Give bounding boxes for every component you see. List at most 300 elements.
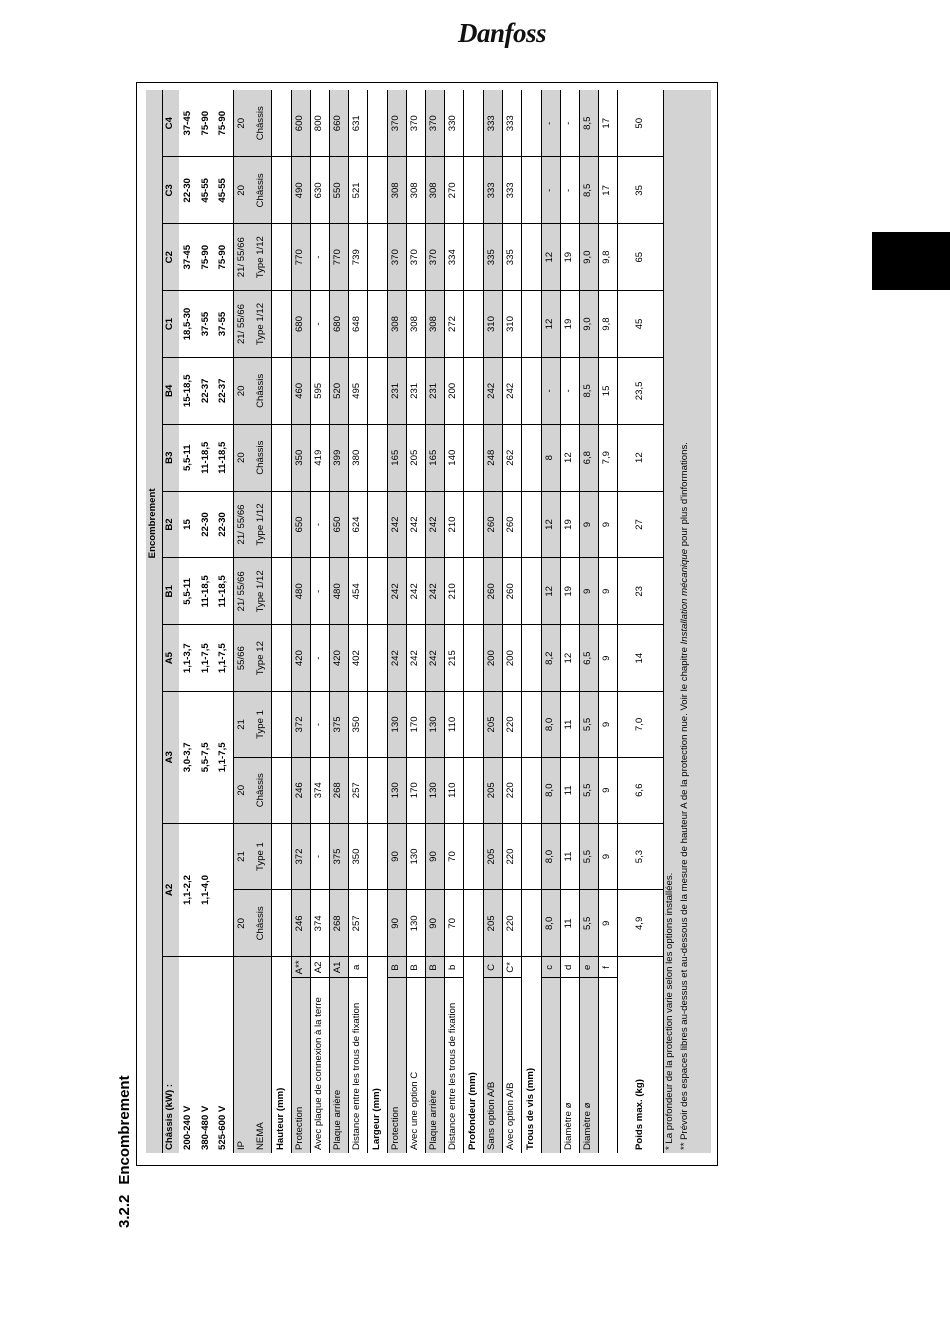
cell-value: 268: [329, 890, 348, 957]
weight-value: 23: [617, 558, 663, 625]
group-header: Encombrement: [146, 90, 162, 957]
nema-value: Châssis: [252, 890, 271, 957]
voltage-row: [197, 90, 215, 1153]
cell-value: -: [310, 491, 329, 558]
cell-value: 310: [483, 291, 502, 358]
cell-value: 242: [425, 491, 444, 558]
chassis-c3: C3: [162, 157, 179, 224]
voltage-value: 37-55: [197, 291, 215, 358]
voltage-value: 11-18,5: [215, 424, 233, 491]
row-symbol: B: [387, 957, 406, 978]
section-title-row: [367, 90, 387, 1153]
cell-value: 600: [291, 90, 310, 157]
cell-value: 6,5: [579, 625, 598, 692]
row-symbol: C: [483, 957, 502, 978]
cell-value: 242: [387, 625, 406, 692]
voltage-value: 1,1-3,7: [179, 625, 197, 692]
cell-value: 70: [444, 823, 463, 890]
cell-value: 12: [541, 558, 560, 625]
row-symbol: f: [598, 957, 617, 978]
cell-value: 5,5: [579, 692, 598, 758]
cell-value: 205: [483, 757, 502, 823]
cell-value: 242: [387, 558, 406, 625]
cell-value: 242: [502, 357, 521, 424]
cell-value: 215: [444, 625, 463, 692]
empty-cell: [367, 558, 387, 625]
empty-cell: [271, 558, 291, 625]
empty-cell: [463, 757, 483, 823]
cell-value: 200: [444, 357, 463, 424]
weight-value: 12: [617, 424, 663, 491]
empty-cell: [271, 157, 291, 224]
voltage-value: 1,1-2,2: [179, 823, 197, 957]
empty-cell: [521, 692, 541, 758]
voltage-value: 22-37: [197, 357, 215, 424]
voltage-value: 18,5-30: [179, 291, 197, 358]
empty-cell: [271, 890, 291, 957]
cell-value: 9: [598, 625, 617, 692]
cell-value: 680: [329, 291, 348, 358]
cell-value: 262: [502, 424, 521, 491]
ip-value: 21/ 55/66: [233, 224, 252, 291]
cell-value: 165: [425, 424, 444, 491]
empty-cell: [367, 357, 387, 424]
cell-value: 8,5: [579, 157, 598, 224]
section-number: 3.2.2: [116, 1194, 133, 1228]
section-title: Encombrement: [116, 1075, 133, 1185]
empty-cell: [463, 357, 483, 424]
voltage-value: 37-55: [215, 291, 233, 358]
voltage-value: 1,1-4,0: [197, 823, 215, 957]
cell-value: 333: [483, 90, 502, 157]
empty-cell: [271, 625, 291, 692]
cell-value: 308: [425, 157, 444, 224]
cell-value: 370: [387, 90, 406, 157]
data-row: [310, 90, 329, 1153]
cell-value: 372: [291, 823, 310, 890]
empty-cell: [463, 224, 483, 291]
empty-cell: [463, 823, 483, 890]
chassis-c4: C4: [162, 90, 179, 157]
voltage-value: 11-18,5: [215, 558, 233, 625]
cell-value: 19: [560, 291, 579, 358]
voltage-value: 22-30: [215, 491, 233, 558]
cell-value: 9: [598, 823, 617, 890]
voltage-value: 11-18,5: [197, 424, 215, 491]
empty-cell: [271, 291, 291, 358]
nema-value: Type 12: [252, 625, 271, 692]
row-label: [598, 978, 617, 1153]
cell-value: 454: [348, 558, 367, 625]
voltage-value: 15-18,5: [179, 357, 197, 424]
ip-value: 55/66: [233, 625, 252, 692]
chapter-tab: [872, 232, 950, 290]
cell-value: 370: [406, 90, 425, 157]
cell-value: 12: [560, 424, 579, 491]
cell-value: 12: [560, 625, 579, 692]
cell-value: -: [310, 224, 329, 291]
data-row: [387, 90, 406, 1153]
ip-value: 21/ 55/66: [233, 558, 252, 625]
cell-value: 333: [502, 157, 521, 224]
voltage-value: [215, 823, 233, 957]
cell-value: 165: [387, 424, 406, 491]
cell-value: 660: [329, 90, 348, 157]
cell-value: 242: [425, 558, 444, 625]
cell-value: 624: [348, 491, 367, 558]
voltage-value: 75-90: [197, 90, 215, 157]
cell-value: 7,9: [598, 424, 617, 491]
empty-cell: [521, 291, 541, 358]
cell-value: 15: [598, 357, 617, 424]
cell-value: 260: [483, 558, 502, 625]
cell-value: 130: [425, 692, 444, 758]
cell-value: 12: [541, 224, 560, 291]
empty-cell: [271, 692, 291, 758]
cell-value: 19: [560, 491, 579, 558]
cell-value: 460: [291, 357, 310, 424]
cell-value: 595: [310, 357, 329, 424]
cell-value: -: [560, 357, 579, 424]
row-label: Protection: [387, 978, 406, 1153]
weight-value: 27: [617, 491, 663, 558]
cell-value: 257: [348, 890, 367, 957]
cell-value: 19: [560, 224, 579, 291]
empty-cell: [463, 157, 483, 224]
ip-value: 20: [233, 757, 252, 823]
cell-value: 231: [425, 357, 444, 424]
cell-value: 8,2: [541, 625, 560, 692]
section-title-row: [463, 90, 483, 1153]
nema-value: Châssis: [252, 424, 271, 491]
cell-value: 246: [291, 890, 310, 957]
voltage-value: 37-45: [179, 90, 197, 157]
cell-value: 242: [406, 558, 425, 625]
note-row: [663, 90, 677, 1153]
cell-value: 242: [406, 491, 425, 558]
empty-cell: [367, 224, 387, 291]
cell-value: 9: [598, 890, 617, 957]
cell-value: 370: [406, 224, 425, 291]
weight-value: 5,3: [617, 823, 663, 890]
cell-value: 374: [310, 890, 329, 957]
voltage-value: 45-55: [197, 157, 215, 224]
row-label: Diamètre ø: [579, 978, 598, 1153]
empty-cell: [271, 224, 291, 291]
empty-cell: [367, 625, 387, 692]
cell-value: 220: [502, 757, 521, 823]
ip-value: 21: [233, 692, 252, 758]
ip-value: 20: [233, 890, 252, 957]
cell-value: 650: [291, 491, 310, 558]
ip-row: [233, 90, 252, 1153]
empty-cell: [521, 757, 541, 823]
voltage-value: 75-90: [197, 224, 215, 291]
cell-value: 480: [329, 558, 348, 625]
nema-value: Châssis: [252, 757, 271, 823]
cell-value: 248: [483, 424, 502, 491]
empty-cell: [367, 291, 387, 358]
voltage-value: 3,0-3,7: [179, 692, 197, 824]
cell-value: 140: [444, 424, 463, 491]
cell-value: 9,8: [598, 291, 617, 358]
cell-value: 739: [348, 224, 367, 291]
ip-value: 20: [233, 157, 252, 224]
cell-value: 375: [329, 823, 348, 890]
cell-value: 370: [425, 90, 444, 157]
row-label: Plaque arrière: [425, 978, 444, 1153]
cell-value: 170: [406, 757, 425, 823]
footnote-2-text: ** Prévoir des espaces libres au-dessus et au-dessous de la mesure de hauteur A de la protection nue. Voir le chapitre: [678, 644, 690, 1150]
footnote-2-italic: Installation mécanique: [678, 548, 690, 645]
danfoss-logo: Danfoss: [458, 18, 547, 48]
cell-value: 260: [483, 491, 502, 558]
cell-value: 231: [406, 357, 425, 424]
cell-value: 5,5: [579, 757, 598, 823]
cell-value: 370: [387, 224, 406, 291]
empty-cell: [271, 757, 291, 823]
cell-value: -: [541, 90, 560, 157]
cell-value: 370: [425, 224, 444, 291]
cell-value: 334: [444, 224, 463, 291]
cell-value: 630: [310, 157, 329, 224]
cell-value: 12: [541, 291, 560, 358]
row-symbol: a: [348, 957, 367, 978]
empty-cell: [367, 823, 387, 890]
cell-value: 8: [541, 424, 560, 491]
cell-value: 770: [329, 224, 348, 291]
empty-cell: [463, 90, 483, 157]
chassis-c2: C2: [162, 224, 179, 291]
empty-cell: [367, 157, 387, 224]
weight-value: 45: [617, 291, 663, 358]
row-label: Protection: [291, 978, 310, 1153]
ip-value: 21/ 55/66: [233, 491, 252, 558]
cell-value: 9,0: [579, 224, 598, 291]
cell-value: 648: [348, 291, 367, 358]
data-row: [560, 90, 579, 1153]
cell-value: 402: [348, 625, 367, 692]
empty-cell: [463, 491, 483, 558]
cell-value: 350: [348, 692, 367, 758]
empty-cell: [367, 424, 387, 491]
voltage-value: 1,1-7,5: [215, 692, 233, 824]
section-title: Trous de vis (mm): [521, 957, 541, 1153]
row-symbol: c: [541, 957, 560, 978]
nema-value: Type 1/12: [252, 491, 271, 558]
voltage-value: 5,5-7,5: [197, 692, 215, 824]
cell-value: 200: [502, 625, 521, 692]
row-symbol: C*: [502, 957, 521, 978]
row-symbol: e: [579, 957, 598, 978]
cell-value: -: [310, 823, 329, 890]
cell-value: 110: [444, 757, 463, 823]
cell-value: 5,5: [579, 823, 598, 890]
row-label: Avec une option C: [406, 978, 425, 1153]
empty-cell: [367, 692, 387, 758]
data-row: [502, 90, 521, 1153]
data-row: [406, 90, 425, 1153]
empty-cell: [521, 424, 541, 491]
weight-value: 50: [617, 90, 663, 157]
weight-label: Poids max. (kg): [617, 957, 663, 1153]
chassis-b3: B3: [162, 424, 179, 491]
section-heading: [116, 1028, 138, 1228]
chassis-a5: A5: [162, 625, 179, 692]
ip-label: IP: [233, 957, 252, 1153]
cell-value: 11: [560, 692, 579, 758]
cell-value: 205: [483, 823, 502, 890]
cell-value: 9: [598, 757, 617, 823]
nema-value: Châssis: [252, 357, 271, 424]
data-row: [444, 90, 463, 1153]
chassis-a3: A3: [162, 692, 179, 824]
cell-value: 90: [425, 890, 444, 957]
note-padding: [693, 90, 711, 1153]
row-label: Avec plaque de connexion à la terre: [310, 978, 329, 1153]
cell-value: 333: [483, 157, 502, 224]
cell-value: 308: [387, 291, 406, 358]
cell-value: 11: [560, 823, 579, 890]
cell-value: 220: [502, 890, 521, 957]
voltage-row: [179, 90, 197, 1153]
empty-cell: [271, 90, 291, 157]
cell-value: 246: [291, 757, 310, 823]
row-symbol: B: [425, 957, 444, 978]
voltage-label: 525-600 V: [217, 1105, 229, 1150]
cell-value: 170: [406, 692, 425, 758]
empty-cell: [463, 692, 483, 758]
cell-value: 800: [310, 90, 329, 157]
cell-value: 90: [387, 890, 406, 957]
weight-value: 65: [617, 224, 663, 291]
nema-label: NEMA: [252, 957, 271, 1153]
voltage-value: 75-90: [215, 90, 233, 157]
nema-value: Châssis: [252, 157, 271, 224]
cell-value: 680: [291, 291, 310, 358]
empty-cell: [367, 757, 387, 823]
row-label: Distance entre les trous de fixation: [444, 978, 463, 1153]
voltage-value: 22-30: [197, 491, 215, 558]
voltage-value: 5,5-11: [179, 558, 197, 625]
data-row: [425, 90, 444, 1153]
data-row: [291, 90, 310, 1153]
weight-value: 14: [617, 625, 663, 692]
chassis-a2: A2: [162, 823, 179, 957]
weight-value: 7,0: [617, 692, 663, 758]
nema-value: Type 1/12: [252, 224, 271, 291]
cell-value: 130: [387, 692, 406, 758]
voltage-value: 45-55: [215, 157, 233, 224]
cell-value: 8,0: [541, 823, 560, 890]
chassis-label: Châssis (kW) :: [162, 957, 179, 1153]
note-row: [677, 90, 693, 1153]
dimensions-table: [146, 90, 711, 1153]
cell-value: 231: [387, 357, 406, 424]
voltage-value: 22-37: [215, 357, 233, 424]
cell-value: 268: [329, 757, 348, 823]
cell-value: 8,0: [541, 757, 560, 823]
empty-cell: [271, 823, 291, 890]
cell-value: 520: [329, 357, 348, 424]
footnote-1: * La profondeur de la protection varie selon les options installées.: [663, 90, 677, 1153]
empty-cell: [463, 291, 483, 358]
empty-cell: [521, 890, 541, 957]
cell-value: 9: [598, 491, 617, 558]
cell-value: 308: [425, 291, 444, 358]
row-label: [541, 978, 560, 1153]
cell-value: 242: [483, 357, 502, 424]
empty-cell: [271, 424, 291, 491]
ip-value: 20: [233, 424, 252, 491]
voltage-value: 22-30: [179, 157, 197, 224]
cell-value: 380: [348, 424, 367, 491]
cell-value: 308: [406, 291, 425, 358]
section-title: Profondeur (mm): [463, 957, 483, 1153]
cell-value: 90: [425, 823, 444, 890]
cell-value: -: [310, 625, 329, 692]
section-title-row: [271, 90, 291, 1153]
cell-value: 11: [560, 757, 579, 823]
data-row: [348, 90, 367, 1153]
cell-value: 8,0: [541, 692, 560, 758]
empty-cell: [463, 424, 483, 491]
row-symbol: d: [560, 957, 579, 978]
cell-value: 350: [348, 823, 367, 890]
chassis-row: [162, 90, 179, 1153]
cell-value: 631: [348, 90, 367, 157]
cell-value: 12: [541, 491, 560, 558]
cell-value: 19: [560, 558, 579, 625]
cell-value: 480: [291, 558, 310, 625]
cell-value: 70: [444, 890, 463, 957]
row-label: Distance entre les trous de fixation: [348, 978, 367, 1153]
data-row: [329, 90, 348, 1153]
cell-value: 205: [483, 890, 502, 957]
cell-value: 205: [483, 692, 502, 758]
cell-value: 11: [560, 890, 579, 957]
ip-value: 20: [233, 357, 252, 424]
chassis-b2: B2: [162, 491, 179, 558]
nema-value: Type 1/12: [252, 558, 271, 625]
cell-value: 260: [502, 491, 521, 558]
cell-value: 242: [425, 625, 444, 692]
section-title: Hauteur (mm): [271, 957, 291, 1153]
weight-value: 6,6: [617, 757, 663, 823]
chassis-b4: B4: [162, 357, 179, 424]
cell-value: 8,0: [541, 890, 560, 957]
nema-value: Type 1/12: [252, 291, 271, 358]
cell-value: 420: [329, 625, 348, 692]
weight-row: [617, 90, 663, 1153]
voltage-value: 15: [179, 491, 197, 558]
cell-value: 130: [387, 757, 406, 823]
cell-value: -: [310, 558, 329, 625]
cell-value: 495: [348, 357, 367, 424]
cell-value: 335: [483, 224, 502, 291]
voltage-value: 1,1-7,5: [215, 625, 233, 692]
cell-value: 6,8: [579, 424, 598, 491]
cell-value: -: [310, 692, 329, 758]
cell-value: 8,5: [579, 90, 598, 157]
cell-value: 308: [387, 157, 406, 224]
nema-value: Type 1: [252, 823, 271, 890]
empty-cell: [521, 157, 541, 224]
cell-value: 330: [444, 90, 463, 157]
data-row: [579, 90, 598, 1153]
nema-value: Châssis: [252, 90, 271, 157]
footnote-2: [677, 90, 693, 1153]
